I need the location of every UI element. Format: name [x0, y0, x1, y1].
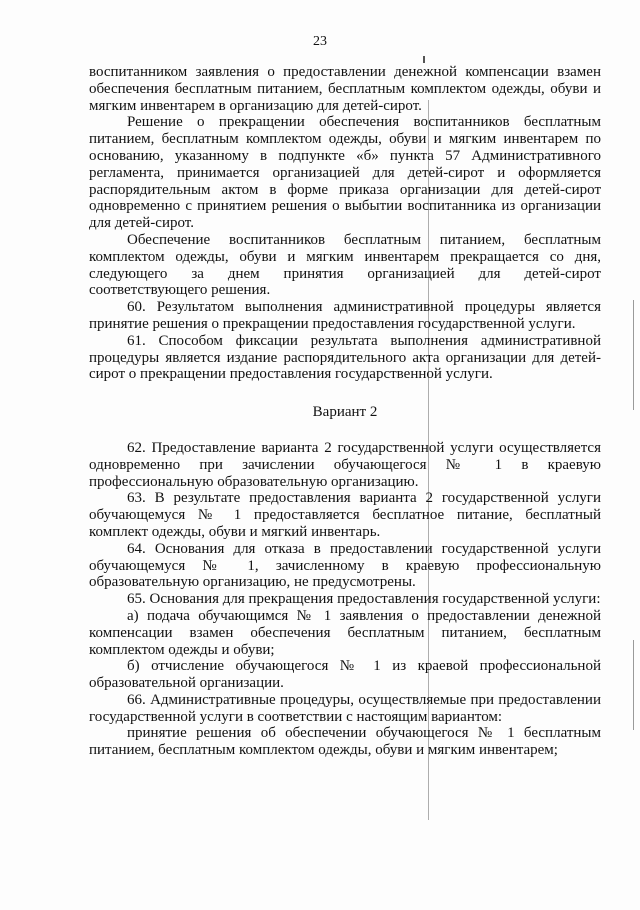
document-body — [89, 64, 601, 759]
scan-edge-mark — [633, 640, 634, 730]
scan-edge-mark — [633, 300, 634, 410]
paragraph: Обеспечение воспитанников бесплатным питанием, бесплатным комплектом одежды, обуви и мягким инвентарем прекращается со дня, следующего за днем принятия организацией для детей-сирот соответствующего решения. — [89, 231, 601, 299]
section-heading: Вариант 2 — [312, 404, 378, 421]
paragraph-item-64: 64. Основания для отказа в предоставлении государственной услуги обучающемуся № 1, зачисленному в краевую профессиональную образовательную организацию, не предусмотрены. — [89, 540, 601, 591]
list-item-b: б) отчисление обучающегося № 1 из краевой профессиональной образовательной организации. — [89, 658, 601, 692]
list-item-a: а) подача обучающимся № 1 заявления о предоставлении денежной компенсации взамен обеспечения бесплатным питанием, бесплатным комплектом одежды и обуви; — [89, 607, 601, 658]
scan-mark — [423, 56, 425, 63]
paragraph-item-63: 63. В результате предоставления варианта 2 государственной услуги обучающемуся № 1 предоставляется бесплатное питание, бесплатный комплект одежды, обуви и мягкий инвентарь. — [89, 490, 601, 540]
paragraph-item-65: 65. Основания для прекращения предоставления государственной услуги: — [127, 591, 601, 608]
paragraph-item-62: 62. Предоставление варианта 2 государственной услуги осуществляется одновременно при зачислении обучающегося № 1 в краевую профессиональную образовательную организацию. — [89, 439, 601, 490]
paragraph-item-66: 66. Административные процедуры, осуществляемые при предоставлении государственной услуги в соответствии с настоящим вариантом: — [89, 691, 601, 725]
paragraph: Решение о прекращении обеспечения воспитанников бесплатным питанием, бесплатным комплектом одежды, обуви и мягким инвентарем по основанию, указанному в подпункте «б» пункта 57 Административного регламента, принимается организацией для детей-сирот и оформляется распорядительным актом в форме приказа организации для детей-сирот одновременно с принятием решения о выбытии воспитанника из организации для детей-сирот. — [89, 114, 601, 232]
paragraph-item-61: 61. Способом фиксации результата выполнения административной процедуры является издание распорядительного акта организации для детей-сирот о прекращении предоставления государственной услуги. — [89, 332, 601, 383]
paragraph: воспитанником заявления о предоставлении денежной компенсации взамен обеспечения бесплатным питанием, бесплатным комплектом одежды, обуви и мягким инвентарем в организацию для детей-сирот. — [89, 64, 601, 114]
paragraph-item-60: 60. Результатом выполнения административной процедуры является принятие решения о прекращении предоставления государственной услуги. — [89, 299, 601, 332]
paragraph: принятие решения об обеспечении обучающегося № 1 бесплатным питанием, бесплатным комплектом одежды, обуви и мягким инвентарем; — [89, 725, 601, 759]
page-number: 23 — [313, 34, 327, 49]
